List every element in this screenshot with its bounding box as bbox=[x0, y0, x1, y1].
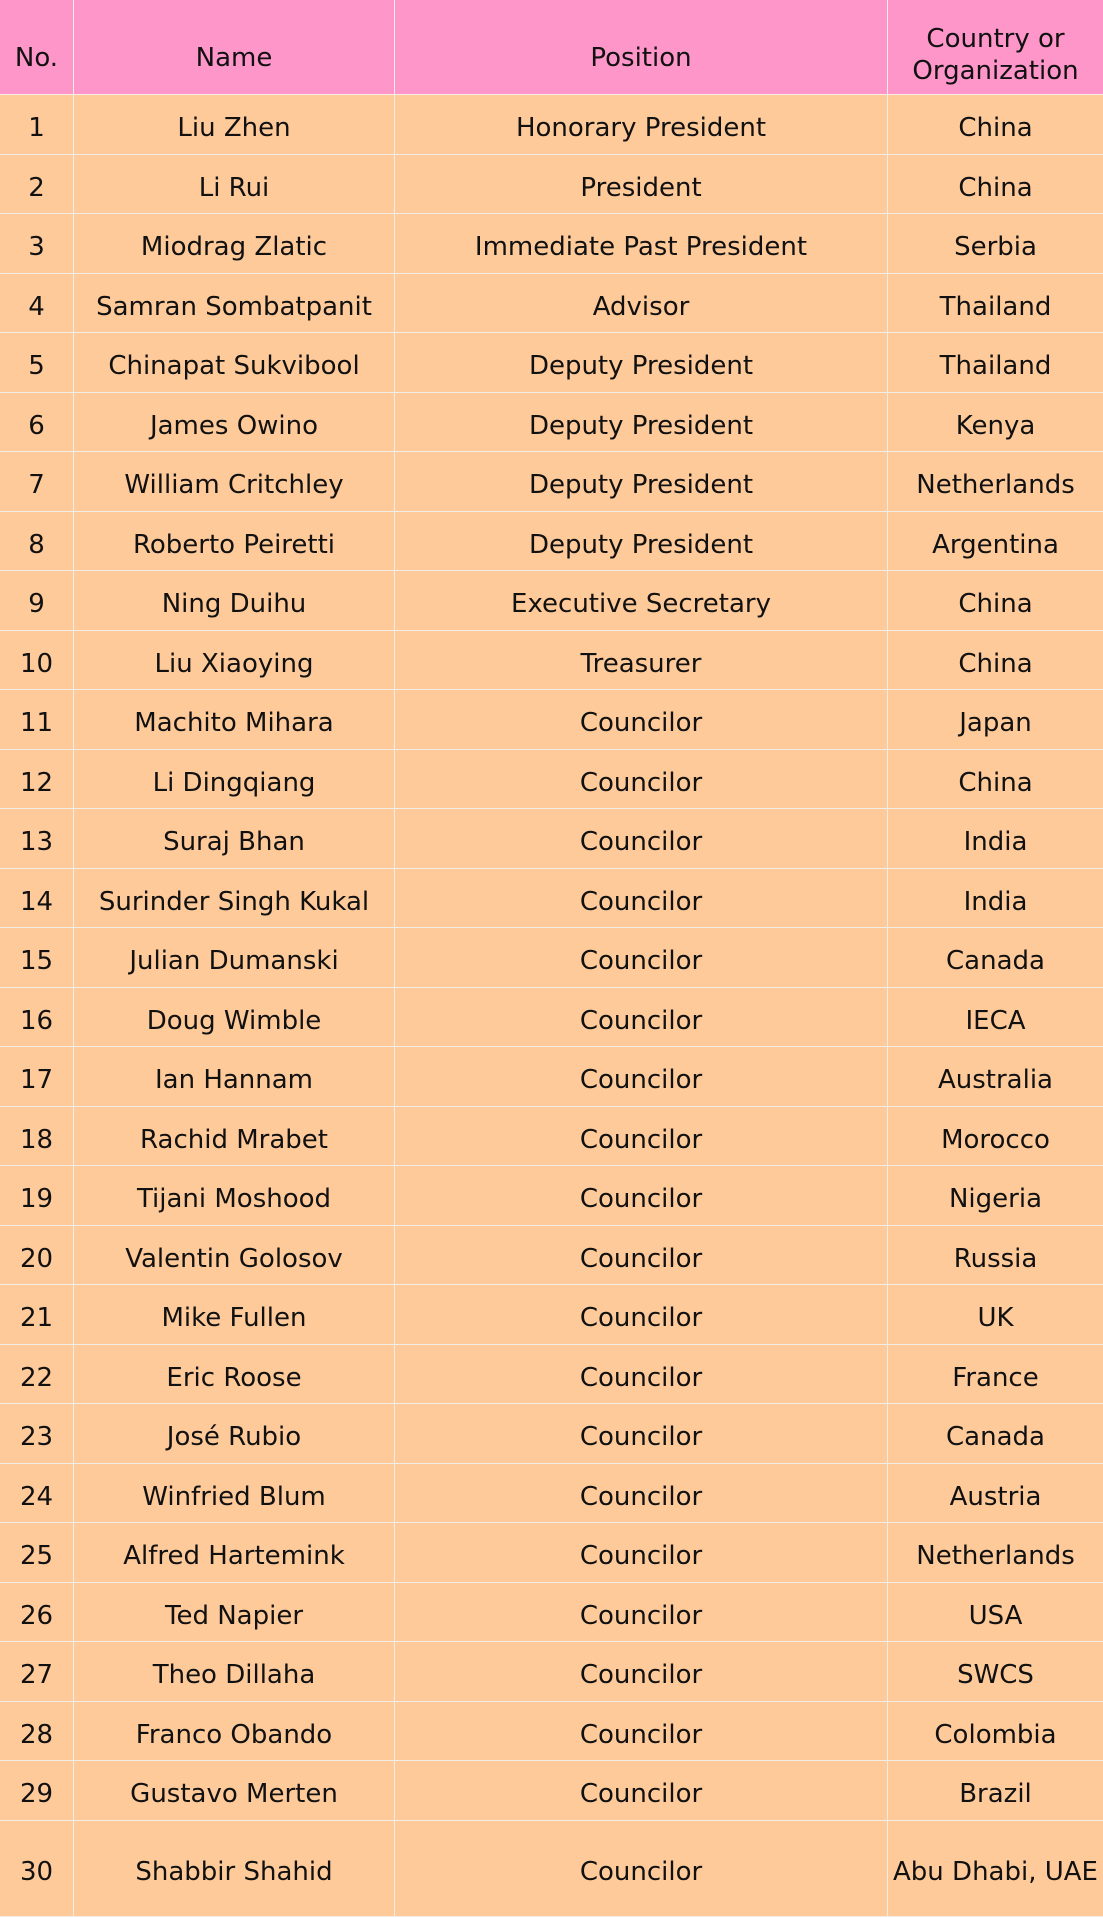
cell-position: Councilor bbox=[395, 1226, 888, 1285]
cell-name: Liu Zhen bbox=[74, 95, 395, 154]
cell-name: Mike Fullen bbox=[74, 1285, 395, 1344]
table-row bbox=[0, 1583, 1103, 1643]
cell-country: Abu Dhabi, UAE bbox=[893, 1857, 1098, 1888]
cell-position: Honorary President bbox=[395, 95, 888, 154]
cell-no: 19 bbox=[0, 1166, 74, 1225]
cell-no: 24 bbox=[0, 1464, 74, 1523]
cell-name: Eric Roose bbox=[74, 1345, 395, 1404]
table-row bbox=[0, 1345, 1103, 1405]
cell-no: 11 bbox=[0, 690, 74, 749]
table-row bbox=[0, 274, 1103, 334]
cell-no: 15 bbox=[0, 928, 74, 987]
cell-no: 18 bbox=[0, 1107, 74, 1166]
cell-position: Advisor bbox=[395, 274, 888, 333]
cell-name: Surinder Singh Kukal bbox=[74, 869, 395, 928]
cell-name: Ning Duihu bbox=[74, 571, 395, 630]
header-no: No. bbox=[0, 0, 74, 94]
cell-position: Immediate Past President bbox=[395, 214, 888, 273]
cell-country: Australia bbox=[937, 1065, 1053, 1096]
table-row bbox=[0, 750, 1103, 810]
table-row bbox=[0, 1761, 1103, 1821]
cell-country: China bbox=[958, 767, 1033, 798]
cell-no: 1 bbox=[0, 95, 74, 154]
table-header-row bbox=[0, 0, 1103, 95]
header-position: Position bbox=[395, 0, 888, 94]
cell-name: Tijani Moshood bbox=[74, 1166, 395, 1225]
cell-name: Gustavo Merten bbox=[74, 1761, 395, 1820]
table-row bbox=[0, 571, 1103, 631]
cell-country: Nigeria bbox=[948, 1184, 1043, 1215]
cell-no: 6 bbox=[0, 393, 74, 452]
cell-name: Rachid Mrabet bbox=[74, 1107, 395, 1166]
table-row bbox=[0, 1226, 1103, 1286]
cell-country: India bbox=[963, 886, 1028, 917]
cell-position: Deputy President bbox=[395, 333, 888, 392]
cell-country: China bbox=[958, 113, 1033, 144]
cell-no: 28 bbox=[0, 1702, 74, 1761]
cell-no: 20 bbox=[0, 1226, 74, 1285]
cell-country: SWCS bbox=[957, 1660, 1034, 1691]
cell-name: Valentin Golosov bbox=[74, 1226, 395, 1285]
cell-position: Deputy President bbox=[395, 452, 888, 511]
cell-name: William Critchley bbox=[74, 452, 395, 511]
cell-position: Councilor bbox=[395, 928, 888, 987]
cell-no: 23 bbox=[0, 1404, 74, 1463]
cell-position: Executive Secretary bbox=[395, 571, 888, 630]
cell-no: 8 bbox=[0, 512, 74, 571]
cell-no: 22 bbox=[0, 1345, 74, 1404]
cell-name: Samran Sombatpanit bbox=[74, 274, 395, 333]
cell-position: Councilor bbox=[395, 750, 888, 809]
cell-name: Franco Obando bbox=[74, 1702, 395, 1761]
cell-position: Councilor bbox=[395, 1583, 888, 1642]
cell-country: USA bbox=[968, 1600, 1023, 1631]
table-row bbox=[0, 1642, 1103, 1702]
cell-no: 9 bbox=[0, 571, 74, 630]
cell-country: Japan bbox=[959, 708, 1032, 739]
cell-no: 30 bbox=[0, 1821, 74, 1916]
cell-position: Councilor bbox=[395, 1523, 888, 1582]
cell-country: India bbox=[963, 827, 1028, 858]
cell-country: Netherlands bbox=[916, 470, 1075, 501]
cell-country: UK bbox=[977, 1303, 1014, 1334]
cell-no: 27 bbox=[0, 1642, 74, 1701]
table-row bbox=[0, 512, 1103, 572]
cell-name: Miodrag Zlatic bbox=[74, 214, 395, 273]
cell-name: Li Dingqiang bbox=[74, 750, 395, 809]
cell-name: Chinapat Sukvibool bbox=[74, 333, 395, 392]
cell-country: China bbox=[958, 172, 1033, 203]
cell-country: Brazil bbox=[959, 1779, 1032, 1810]
table-row bbox=[0, 95, 1103, 155]
cell-position: Councilor bbox=[395, 1761, 888, 1820]
table-row bbox=[0, 1047, 1103, 1107]
cell-no: 4 bbox=[0, 274, 74, 333]
cell-position: Councilor bbox=[395, 1404, 888, 1463]
table-row bbox=[0, 809, 1103, 869]
cell-country: Netherlands bbox=[916, 1541, 1075, 1572]
cell-country: Kenya bbox=[955, 410, 1036, 441]
table-row bbox=[0, 155, 1103, 215]
cell-name: Shabbir Shahid bbox=[74, 1821, 395, 1916]
cell-name: Julian Dumanski bbox=[74, 928, 395, 987]
cell-position: Councilor bbox=[395, 1047, 888, 1106]
cell-position: Councilor bbox=[395, 1464, 888, 1523]
header-country: Country or Organization bbox=[912, 24, 1079, 86]
cell-position: Councilor bbox=[395, 1345, 888, 1404]
table-row bbox=[0, 928, 1103, 988]
cell-name: Suraj Bhan bbox=[74, 809, 395, 868]
table-row bbox=[0, 333, 1103, 393]
cell-no: 5 bbox=[0, 333, 74, 392]
cell-no: 26 bbox=[0, 1583, 74, 1642]
cell-name: Machito Mihara bbox=[74, 690, 395, 749]
header-name: Name bbox=[74, 0, 395, 94]
cell-name: Roberto Peiretti bbox=[74, 512, 395, 571]
cell-position: Councilor bbox=[395, 1285, 888, 1344]
cell-name: Winfried Blum bbox=[74, 1464, 395, 1523]
table-row bbox=[0, 452, 1103, 512]
cell-name: James Owino bbox=[74, 393, 395, 452]
cell-country: Canada bbox=[946, 1422, 1045, 1453]
cell-no: 2 bbox=[0, 155, 74, 214]
cell-country: Thailand bbox=[939, 291, 1052, 322]
cell-country: Argentina bbox=[932, 529, 1059, 560]
cell-position: Treasurer bbox=[395, 631, 888, 690]
cell-position: Councilor bbox=[395, 1642, 888, 1701]
cell-name: Li Rui bbox=[74, 155, 395, 214]
cell-no: 12 bbox=[0, 750, 74, 809]
cell-no: 10 bbox=[0, 631, 74, 690]
cell-name: Doug Wimble bbox=[74, 988, 395, 1047]
cell-position: Councilor bbox=[395, 809, 888, 868]
cell-country: China bbox=[958, 589, 1033, 620]
table-row bbox=[0, 1523, 1103, 1583]
cell-no: 17 bbox=[0, 1047, 74, 1106]
cell-country: Canada bbox=[946, 946, 1045, 977]
cell-position: Councilor bbox=[395, 1166, 888, 1225]
cell-position: President bbox=[395, 155, 888, 214]
cell-position: Councilor bbox=[395, 869, 888, 928]
cell-no: 3 bbox=[0, 214, 74, 273]
cell-no: 14 bbox=[0, 869, 74, 928]
cell-name: Theo Dillaha bbox=[74, 1642, 395, 1701]
cell-position: Councilor bbox=[395, 690, 888, 749]
cell-position: Councilor bbox=[395, 988, 888, 1047]
cell-country: Russia bbox=[953, 1243, 1038, 1274]
cell-country: Thailand bbox=[939, 351, 1052, 382]
table-row bbox=[0, 1285, 1103, 1345]
cell-country: Serbia bbox=[954, 232, 1037, 263]
cell-country: Morocco bbox=[941, 1124, 1050, 1155]
table-row bbox=[0, 988, 1103, 1048]
cell-country: Colombia bbox=[934, 1719, 1057, 1750]
cell-position: Councilor bbox=[395, 1107, 888, 1166]
cell-position: Councilor bbox=[395, 1821, 888, 1916]
cell-name: José Rubio bbox=[74, 1404, 395, 1463]
table-row bbox=[0, 1107, 1103, 1167]
cell-position: Councilor bbox=[395, 1702, 888, 1761]
cell-name: Ian Hannam bbox=[74, 1047, 395, 1106]
cell-no: 13 bbox=[0, 809, 74, 868]
table-row bbox=[0, 631, 1103, 691]
cell-no: 16 bbox=[0, 988, 74, 1047]
cell-position: Deputy President bbox=[395, 512, 888, 571]
table-row bbox=[0, 1702, 1103, 1762]
cell-name: Alfred Hartemink bbox=[74, 1523, 395, 1582]
table-row bbox=[0, 1404, 1103, 1464]
cell-position: Deputy President bbox=[395, 393, 888, 452]
table-row bbox=[0, 1821, 1103, 1917]
cell-no: 21 bbox=[0, 1285, 74, 1344]
table-body bbox=[0, 95, 1103, 1917]
cell-country: IECA bbox=[965, 1005, 1026, 1036]
cell-no: 29 bbox=[0, 1761, 74, 1820]
cell-country: China bbox=[958, 648, 1033, 679]
cell-name: Liu Xiaoying bbox=[74, 631, 395, 690]
cell-no: 25 bbox=[0, 1523, 74, 1582]
cell-name: Ted Napier bbox=[74, 1583, 395, 1642]
table-row bbox=[0, 214, 1103, 274]
table-row bbox=[0, 393, 1103, 453]
table-row bbox=[0, 1166, 1103, 1226]
cell-country: France bbox=[952, 1362, 1039, 1393]
cell-no: 7 bbox=[0, 452, 74, 511]
cell-country: Austria bbox=[949, 1481, 1042, 1512]
table-row bbox=[0, 1464, 1103, 1524]
table-row bbox=[0, 690, 1103, 750]
table-row bbox=[0, 869, 1103, 929]
